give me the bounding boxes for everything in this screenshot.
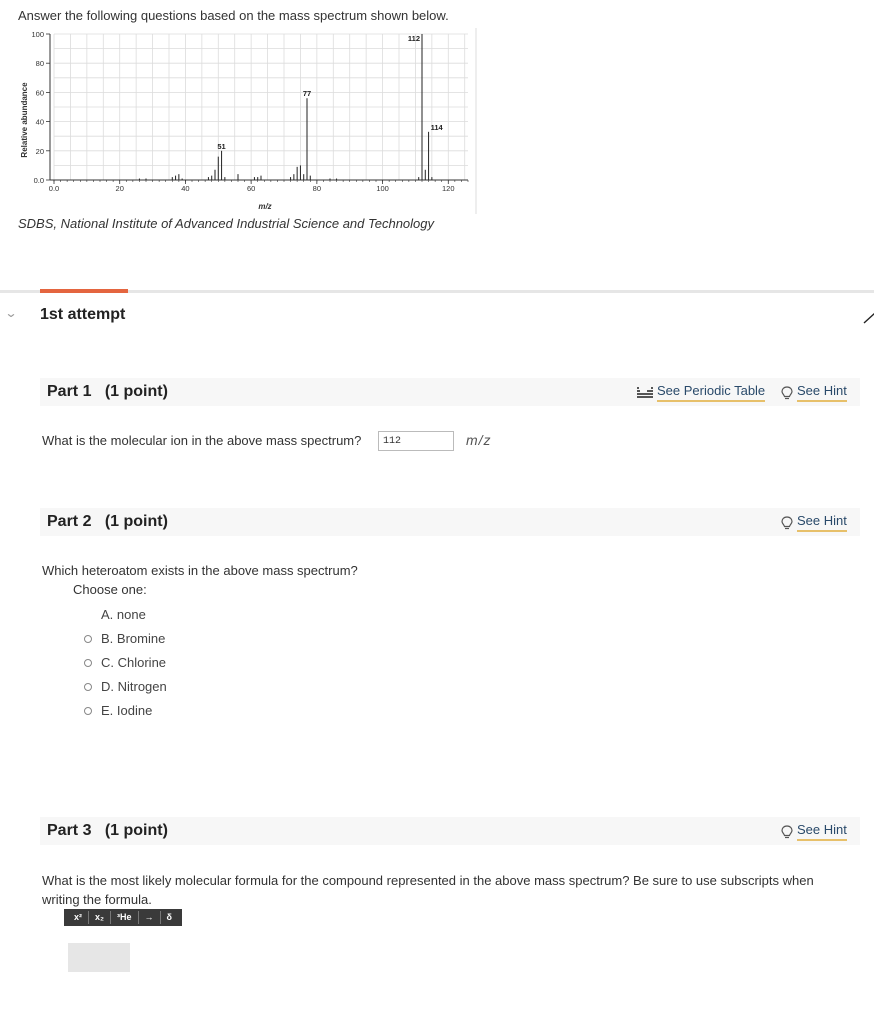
y-tick-label: 40: [35, 117, 44, 127]
periodic-table-link-label[interactable]: See Periodic Table: [657, 383, 765, 402]
part2-question: Which heteroatom exists in the above mass spectrum?: [42, 563, 358, 578]
y-tick-label: 20: [35, 146, 44, 156]
periodic-table-link[interactable]: [637, 383, 765, 402]
part2-title: [47, 513, 168, 531]
peak-label: 77: [302, 89, 312, 99]
option-c[interactable]: [84, 655, 166, 670]
chevron-down-icon[interactable]: ⌄: [4, 306, 18, 320]
isotope-button[interactable]: ³He: [111, 911, 139, 924]
y-tick-label: 0.0: [33, 176, 44, 185]
option-d[interactable]: [84, 679, 167, 694]
periodic-table-icon: [637, 387, 653, 399]
option-d-label: D. Nitrogen: [101, 679, 167, 694]
attempt-divider: [0, 290, 874, 293]
lightbulb-icon: [781, 386, 793, 400]
radio-e[interactable]: [84, 707, 92, 715]
lightbulb-icon: [781, 516, 793, 530]
x-tick-label: 100: [376, 184, 389, 193]
x-tick-label: 0.0: [48, 184, 60, 193]
x-tick-label: 20: [115, 184, 124, 193]
pencil-icon[interactable]: [862, 312, 874, 324]
peak-label: 114: [430, 122, 443, 132]
part1-hint-label[interactable]: See Hint: [797, 383, 847, 402]
option-b-label: B. Bromine: [101, 631, 166, 646]
part1-label: Part 1: [47, 383, 92, 400]
molecular-ion-input[interactable]: [378, 431, 454, 451]
mass-spectrum-chart: [14, 28, 478, 214]
part3-hint-label[interactable]: See Hint: [797, 822, 847, 841]
part2-hint-label[interactable]: See Hint: [797, 513, 847, 532]
option-b[interactable]: [84, 631, 165, 646]
choose-one-label: Choose one:: [73, 582, 147, 597]
part3-question: What is the most likely molecular formula for the compound represented in the above mass spectrum? Be sure to use subscripts when writing the formula.: [42, 873, 814, 907]
formula-toolbar: [64, 909, 182, 926]
part1-question: What is the molecular ion in the above mass spectrum?: [42, 433, 362, 448]
part2-label: Part 2: [47, 513, 92, 530]
radio-d[interactable]: [84, 683, 92, 691]
part1-title: [47, 383, 168, 401]
y-tick-label: 60: [35, 88, 44, 98]
option-c-label: C. Chlorine: [101, 655, 167, 670]
radio-c[interactable]: [84, 659, 92, 667]
x-tick-label: 120: [442, 184, 455, 193]
chart-x-axis-label: m/z: [258, 202, 272, 211]
attempt-tab-accent: [40, 289, 128, 293]
x-tick-label: 40: [181, 184, 190, 193]
x-tick-label: 60: [246, 184, 256, 193]
formula-input[interactable]: [68, 943, 130, 972]
option-e[interactable]: [84, 703, 152, 718]
part1-hint-link[interactable]: [781, 383, 847, 402]
lightbulb-icon: [781, 825, 793, 839]
part1-points: (1 point): [104, 383, 168, 400]
part2-points: (1 point): [104, 513, 168, 530]
part3-hint-link[interactable]: [781, 822, 847, 841]
part3-label: Part 3: [47, 822, 92, 839]
attempt-title: 1st attempt: [40, 306, 126, 323]
subscript-button[interactable]: x₂: [89, 911, 111, 924]
option-a[interactable]: [84, 607, 146, 622]
delta-button[interactable]: δ: [166, 912, 173, 922]
arrow-button[interactable]: →: [139, 911, 161, 924]
y-tick-label: 80: [35, 59, 44, 69]
radio-b[interactable]: [84, 635, 92, 643]
superscript-button[interactable]: x²: [68, 911, 89, 924]
part3-title: [47, 822, 168, 840]
option-a-label: A. none: [101, 607, 146, 622]
question-intro: Answer the following questions based on the mass spectrum shown below.: [18, 8, 449, 23]
spectrum-source-caption: SDBS, National Institute of Advanced Industrial Science and Technology: [18, 216, 435, 231]
option-e-label: E. Iodine: [101, 703, 153, 718]
part1-unit: m/z: [466, 432, 492, 448]
peak-label: 51: [217, 141, 226, 151]
part2-hint-link[interactable]: [781, 513, 847, 532]
y-tick-label: 100: [31, 30, 44, 39]
part3-points: (1 point): [104, 822, 168, 839]
peak-label: 112: [407, 34, 420, 43]
x-tick-label: 80: [312, 184, 322, 193]
chart-y-axis-label: Relative abundance: [20, 82, 29, 158]
